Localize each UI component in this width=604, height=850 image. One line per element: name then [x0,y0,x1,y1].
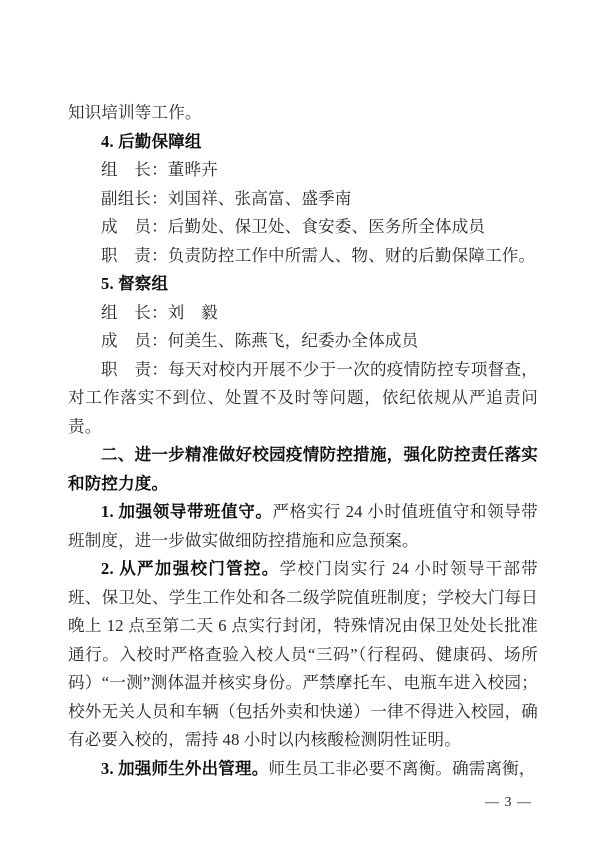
para-logistics-group-leader [68,156,538,185]
paragraph-bold-text: 4. 后勤保障组 [101,131,202,151]
para-previous-paragraph-tail [68,99,538,128]
paragraph-text: 职 责：负责防控工作中所需人、物、财的后勤保障工作。 [101,245,536,265]
para-logistics-group-members [68,213,538,242]
heading-section-two [68,441,538,498]
paragraph-text: 组 长：刘 毅 [101,302,218,322]
paragraph-text: 副组长：刘国祥、张高富、盛季南 [101,188,352,208]
para-measure-1-duty-leadership [68,498,538,555]
paragraph-bold-text: 2. 从严加强校门管控。 [101,559,280,578]
paragraph-text: 严格实行 24 小时值班值守和领导带班制度，进一步做实做细防控措施和应急预案。 [68,502,538,550]
heading-logistics-support-group [68,128,538,157]
heading-supervision-group [68,270,538,299]
paragraph-bold-text: 5. 督察组 [101,274,169,293]
paragraph-text: 职 责：每天对校内开展不少于一次的疫情防控专项督查，对工作落实不到位、处置不及时等问题，依纪依规从严追责问责。 [68,359,538,436]
para-supervision-group-members [68,327,538,356]
paragraph-text: 学校门岗实行 24 小时领导干部带班、保卫处、学生工作处和各二级学院值班制度；学校大门每日晚上 12 点至第二天 6 点实行封闭，特殊情况由保卫处处长批准通行。入校时严格查验入校人员“三码”（行程码、健康码、场所码）“一测”测体温并核实身份。严禁摩托车、电瓶车进入校园；校外无关人员和车辆（包括外卖和快递）一律不得进入校园，确有必要入校的，需持 48 小时以内核酸检测阴性证明。 [68,559,538,749]
paragraph-bold-text: 二、进一步精准做好校园疫情防控措施，强化防控责任落实和防控力度。 [68,445,538,493]
para-logistics-group-duties [68,242,538,271]
para-measure-3-travel-management [68,755,538,784]
para-supervision-group-leader [68,299,538,328]
paragraph-text: 知识培训等工作。 [68,103,202,122]
para-logistics-group-deputy-leaders [68,185,538,214]
paragraph-text: 成 员：何美生、陈燕飞，纪委办全体成员 [101,331,419,350]
paragraph-bold-text: 1. 加强领导带班值守。 [101,502,273,521]
paragraph-text: 师生员工非必要不离衡。确需离衡， [268,758,536,778]
paragraph-text: 成 员：后勤处、保卫处、食安委、医务所全体成员 [101,217,486,236]
para-measure-2-gate-control [68,555,538,755]
paragraph-text: 组 长：董晔卉 [101,160,218,179]
page-number: — 3 — [485,795,532,810]
paragraph-bold-text: 3. 加强师生外出管理。 [101,758,269,778]
document-body [68,99,538,783]
para-supervision-group-duties [68,356,538,442]
